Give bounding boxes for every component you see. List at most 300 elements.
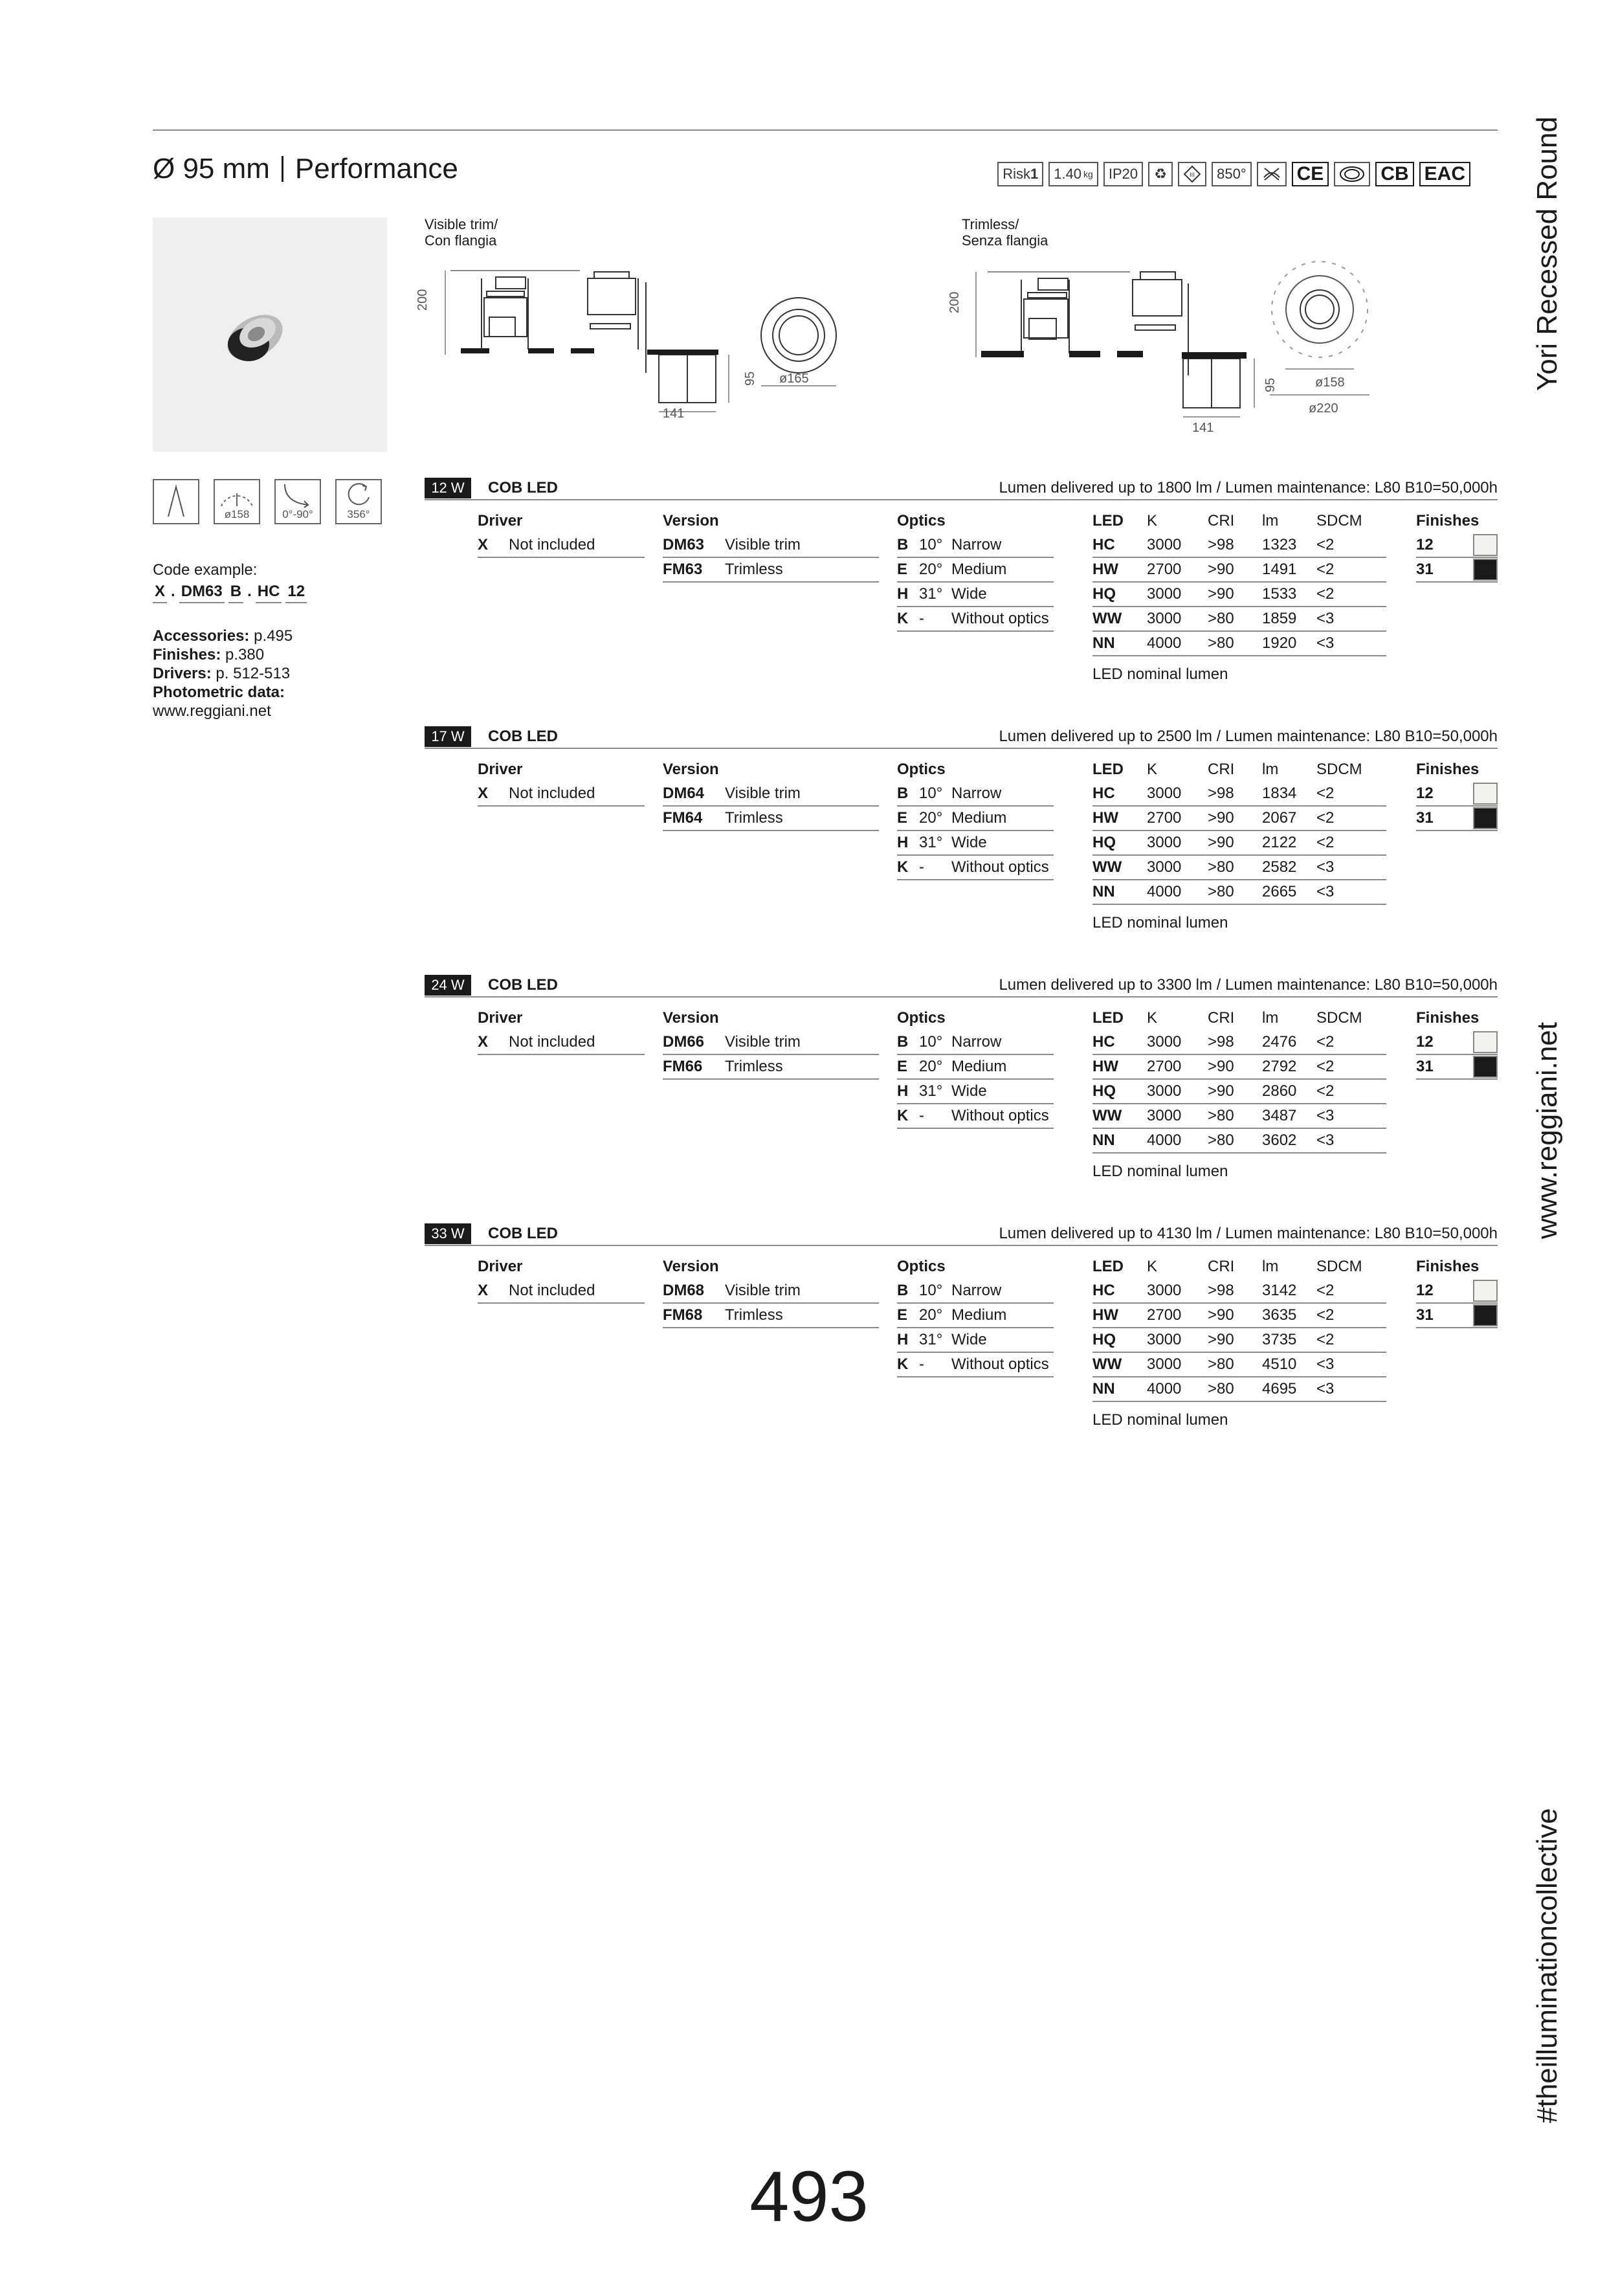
trimless-inner-diameter: ø158	[1315, 375, 1345, 390]
led-cri: >80	[1208, 1380, 1234, 1398]
led-sdcm: <3	[1316, 1380, 1335, 1398]
led-row	[1092, 880, 1386, 905]
led-cri: >90	[1208, 1058, 1234, 1075]
led-cri: >98	[1208, 1282, 1234, 1299]
rotation-value: 356°	[347, 508, 370, 520]
led-cri: >98	[1208, 536, 1234, 553]
led-header-row	[1092, 757, 1386, 782]
optics-row	[897, 1353, 1054, 1377]
sdcm-header: SDCM	[1316, 761, 1362, 778]
sdcm-header: SDCM	[1316, 512, 1362, 529]
led-sdcm: <2	[1316, 1282, 1335, 1299]
led-code: NN	[1092, 1131, 1115, 1149]
driver-row	[478, 533, 645, 558]
led-lm: 1920	[1262, 634, 1297, 652]
optics-label: Narrow	[951, 536, 1002, 553]
optics-code: K	[897, 610, 909, 627]
driver-row	[478, 782, 645, 807]
visible-trim-drawing	[425, 259, 891, 440]
led-cri: >90	[1208, 561, 1234, 578]
led-lm: 3735	[1262, 1331, 1297, 1348]
driver-header: Driver	[478, 1258, 523, 1275]
reference-drivers	[153, 664, 293, 683]
cob-led-label: COB LED	[488, 479, 558, 496]
finish-swatch	[1473, 559, 1498, 581]
optics-row	[897, 807, 1054, 831]
led-lm: 1323	[1262, 536, 1297, 553]
led-sdcm: <2	[1316, 1058, 1335, 1075]
optics-row	[897, 1279, 1054, 1304]
finish-swatch	[1473, 807, 1498, 829]
led-code: WW	[1092, 610, 1122, 627]
optics-header: Optics	[897, 512, 946, 529]
led-lm: 3635	[1262, 1306, 1297, 1324]
led-row	[1092, 856, 1386, 880]
optics-code: E	[897, 809, 908, 827]
version-column	[663, 509, 879, 583]
visible-trim-height: 200	[416, 289, 430, 311]
wattage-badge: 17 W	[425, 726, 471, 747]
lm-header: lm	[1262, 1258, 1279, 1275]
finish-code: 12	[1416, 1282, 1434, 1299]
reference-label: Photometric data:	[153, 684, 285, 701]
cutout-value: ø158	[224, 508, 250, 520]
version-row	[663, 1279, 879, 1304]
ce-mark: CE	[1292, 162, 1329, 186]
driver-header: Driver	[478, 1009, 523, 1027]
led-code: HW	[1092, 561, 1118, 578]
version-row	[663, 782, 879, 807]
led-k: 3000	[1147, 1082, 1182, 1100]
page-title	[153, 153, 458, 185]
led-code: NN	[1092, 883, 1115, 900]
led-sdcm: <2	[1316, 536, 1335, 553]
beam-glyph	[154, 480, 198, 523]
led-code: HC	[1092, 1033, 1115, 1051]
optics-label: Without optics	[951, 858, 1049, 876]
led-column	[1092, 1006, 1386, 1181]
led-k: 3000	[1147, 1331, 1182, 1348]
led-lm: 2665	[1262, 883, 1297, 900]
optics-code: B	[897, 536, 909, 553]
version-code: FM68	[663, 1306, 703, 1324]
led-nominal-note: LED nominal lumen	[1092, 1411, 1228, 1429]
lm-header: lm	[1262, 1009, 1279, 1027]
wattage-badge: 24 W	[425, 975, 471, 996]
led-code: HQ	[1092, 585, 1116, 603]
led-k: 3000	[1147, 1282, 1182, 1299]
led-lm: 3602	[1262, 1131, 1297, 1149]
led-column	[1092, 1254, 1386, 1429]
led-k: 2700	[1147, 809, 1182, 827]
version-header: Version	[663, 1009, 719, 1027]
k-header: K	[1147, 761, 1158, 778]
optics-angle: 31°	[919, 1331, 943, 1348]
code-version: DM63	[179, 583, 225, 603]
tilt-icon	[274, 479, 321, 524]
optics-label: Narrow	[951, 1033, 1002, 1051]
website-link[interactable]: www.reggiani.net	[153, 702, 271, 720]
cri-header: CRI	[1208, 1258, 1235, 1275]
led-lm: 2476	[1262, 1033, 1297, 1051]
optics-angle: 10°	[919, 536, 943, 553]
optics-code: B	[897, 1282, 909, 1299]
optics-row	[897, 782, 1054, 807]
led-lm: 1859	[1262, 610, 1297, 627]
lumen-info: Lumen delivered up to 3300 lm / Lumen maintenance: L80 B10=50,000h	[999, 976, 1498, 994]
weight-mark: 1.40 kg	[1048, 162, 1098, 186]
led-row	[1092, 782, 1386, 807]
visible-trim-caption-en: Visible trim/	[425, 216, 498, 232]
version-code: DM66	[663, 1033, 705, 1051]
weight-value: 1.40	[1054, 166, 1082, 182]
references	[153, 627, 293, 720]
lumen-info: Lumen delivered up to 2500 lm / Lumen maintenance: L80 B10=50,000h	[999, 728, 1498, 745]
recycle-icon: ♻	[1148, 162, 1173, 186]
led-sdcm: <3	[1316, 1355, 1335, 1373]
version-label: Trimless	[725, 809, 783, 827]
led-column	[1092, 757, 1386, 932]
led-cri: >90	[1208, 834, 1234, 851]
driver-header: Driver	[478, 761, 523, 778]
finish-code: 31	[1416, 809, 1434, 827]
optics-label: Without optics	[951, 1355, 1049, 1373]
optics-label: Wide	[951, 834, 987, 851]
finish-row	[1416, 782, 1498, 807]
section-header	[425, 1223, 1498, 1245]
led-row	[1092, 1304, 1386, 1328]
led-header: LED	[1092, 512, 1124, 529]
version-column	[663, 1006, 879, 1080]
feature-icons	[153, 479, 382, 524]
led-cri: >90	[1208, 1331, 1234, 1348]
led-sdcm: <3	[1316, 858, 1335, 876]
version-label: Trimless	[725, 1306, 783, 1324]
led-cri: >80	[1208, 858, 1234, 876]
led-sdcm: <3	[1316, 634, 1335, 652]
optics-header: Optics	[897, 761, 946, 778]
finish-swatch	[1473, 1280, 1498, 1302]
finish-code: 31	[1416, 1058, 1434, 1075]
driver-row	[478, 1279, 645, 1304]
finishes-column	[1416, 1254, 1498, 1328]
led-k: 4000	[1147, 1380, 1182, 1398]
section-divider	[425, 499, 1498, 500]
visible-trim-width: 141	[663, 407, 685, 421]
version-code: DM68	[663, 1282, 705, 1299]
k-header: K	[1147, 1009, 1158, 1027]
led-lm: 4510	[1262, 1355, 1297, 1373]
lm-header: lm	[1262, 761, 1279, 778]
section-divider	[425, 1245, 1498, 1246]
website-vertical: www.reggiani.net	[1531, 1021, 1563, 1239]
visible-trim-depth: 95	[743, 371, 757, 386]
title-line: Performance	[294, 153, 458, 184]
finish-row	[1416, 1031, 1498, 1055]
led-lm: 4695	[1262, 1380, 1297, 1398]
optics-angle: 31°	[919, 1082, 943, 1100]
version-row	[663, 1031, 879, 1055]
lumen-info: Lumen delivered up to 1800 lm / Lumen maintenance: L80 B10=50,000h	[999, 479, 1498, 496]
finish-swatch	[1473, 1031, 1498, 1053]
led-sdcm: <3	[1316, 1131, 1335, 1149]
title-separator	[282, 156, 283, 182]
finish-code: 31	[1416, 1306, 1434, 1324]
version-header: Version	[663, 761, 719, 778]
finish-code: 12	[1416, 1033, 1434, 1051]
trimless-height: 200	[948, 291, 962, 313]
optics-code: H	[897, 585, 909, 603]
optics-angle: -	[919, 858, 924, 876]
section-header	[425, 726, 1498, 748]
finishes-column	[1416, 757, 1498, 831]
optics-angle: 10°	[919, 785, 943, 802]
led-code: HW	[1092, 1306, 1118, 1324]
reference-label: Drivers:	[153, 665, 212, 682]
driver-column	[478, 757, 645, 807]
led-sdcm: <3	[1316, 610, 1335, 627]
finish-row	[1416, 1055, 1498, 1080]
reference-value: p.495	[254, 627, 293, 645]
finishes-header: Finishes	[1416, 512, 1479, 529]
sdcm-header: SDCM	[1316, 1258, 1362, 1275]
led-k: 2700	[1147, 561, 1182, 578]
optics-label: Medium	[951, 1058, 1007, 1075]
reference-value: p. 512-513	[216, 665, 291, 682]
optics-column	[897, 1254, 1054, 1377]
optics-code: E	[897, 561, 908, 578]
optics-angle: -	[919, 1355, 924, 1373]
led-header: LED	[1092, 761, 1124, 778]
led-code: HQ	[1092, 1082, 1116, 1100]
ip-rating-mark: IP20	[1103, 162, 1143, 186]
led-code: HC	[1092, 785, 1115, 802]
cri-header: CRI	[1208, 761, 1235, 778]
driver-label: Not included	[509, 1282, 595, 1299]
led-column	[1092, 509, 1386, 684]
led-sdcm: <2	[1316, 809, 1335, 827]
led-cri: >90	[1208, 809, 1234, 827]
trimless-caption-it: Senza flangia	[962, 232, 1048, 249]
version-label: Trimless	[725, 561, 783, 578]
led-lm: 2792	[1262, 1058, 1297, 1075]
optics-column	[897, 1006, 1054, 1129]
optics-angle: 31°	[919, 834, 943, 851]
led-row	[1092, 1328, 1386, 1353]
optics-label: Medium	[951, 561, 1007, 578]
optics-row	[897, 1055, 1054, 1080]
optics-code: K	[897, 858, 909, 876]
cb-mark: CB	[1375, 162, 1413, 186]
optics-row	[897, 1080, 1054, 1104]
optics-row	[897, 558, 1054, 583]
page-number: 493	[749, 2157, 869, 2236]
finishes-header: Finishes	[1416, 1009, 1479, 1027]
version-row	[663, 807, 879, 831]
code-driver: X	[153, 583, 167, 603]
finishes-column	[1416, 509, 1498, 583]
led-row	[1092, 583, 1386, 607]
wattage-badge: 33 W	[425, 1223, 471, 1244]
led-lm: 2122	[1262, 834, 1297, 851]
optics-label: Without optics	[951, 1107, 1049, 1124]
led-code: HW	[1092, 809, 1118, 827]
finish-swatch	[1473, 1304, 1498, 1326]
version-row	[663, 558, 879, 583]
k-header: K	[1147, 1258, 1158, 1275]
optics-header: Optics	[897, 1009, 946, 1027]
led-code: HC	[1092, 536, 1115, 553]
optics-code: E	[897, 1058, 908, 1075]
no-cover-icon	[1257, 162, 1287, 186]
driver-code: X	[478, 1282, 489, 1299]
version-row	[663, 533, 879, 558]
beam-icon	[153, 479, 199, 524]
led-row	[1092, 558, 1386, 583]
led-row	[1092, 533, 1386, 558]
led-code: NN	[1092, 1380, 1115, 1398]
driver-code: X	[478, 1033, 489, 1051]
led-row	[1092, 807, 1386, 831]
trimless-width: 141	[1192, 421, 1214, 435]
certification-marks	[997, 162, 1470, 186]
finish-code: 12	[1416, 785, 1434, 802]
led-k: 3000	[1147, 1033, 1182, 1051]
optics-header: Optics	[897, 1258, 946, 1275]
led-code: WW	[1092, 858, 1122, 876]
led-cri: >80	[1208, 634, 1234, 652]
led-row	[1092, 1129, 1386, 1154]
product-section	[425, 726, 1498, 931]
optics-row	[897, 1031, 1054, 1055]
optics-code: H	[897, 834, 909, 851]
eac-mark: EAC	[1419, 162, 1470, 186]
class-three-icon	[1178, 162, 1206, 186]
led-lm: 1834	[1262, 785, 1297, 802]
cob-led-label: COB LED	[488, 976, 558, 994]
optics-code: K	[897, 1107, 909, 1124]
code-finish: 12	[285, 583, 307, 603]
driver-label: Not included	[509, 1033, 595, 1051]
reference-label: Finishes:	[153, 646, 221, 663]
optics-angle: 31°	[919, 585, 943, 603]
led-code: HW	[1092, 1058, 1118, 1075]
svg-text:III: III	[1190, 172, 1195, 179]
top-divider	[153, 129, 1498, 131]
led-k: 4000	[1147, 634, 1182, 652]
finish-swatch	[1473, 783, 1498, 805]
led-header-row	[1092, 1006, 1386, 1031]
reference-label: Accessories:	[153, 627, 250, 645]
optics-label: Narrow	[951, 785, 1002, 802]
led-k: 2700	[1147, 1306, 1182, 1324]
optics-angle: -	[919, 1107, 924, 1124]
led-k: 3000	[1147, 785, 1182, 802]
led-nominal-note: LED nominal lumen	[1092, 665, 1228, 683]
finish-code: 12	[1416, 536, 1434, 553]
led-lm: 2067	[1262, 809, 1297, 827]
led-cri: >80	[1208, 1131, 1234, 1149]
optics-row	[897, 1328, 1054, 1353]
cob-led-label: COB LED	[488, 728, 558, 745]
optics-row	[897, 1104, 1054, 1129]
led-code: WW	[1092, 1355, 1122, 1373]
led-code: HC	[1092, 1282, 1115, 1299]
cri-header: CRI	[1208, 1009, 1235, 1027]
cutout-glyph	[215, 480, 259, 510]
code-dot: .	[171, 583, 175, 600]
class-three-glyph	[1183, 165, 1201, 183]
led-lm: 3487	[1262, 1107, 1297, 1124]
trimless-caption	[962, 216, 1048, 249]
optics-row	[897, 1304, 1054, 1328]
led-sdcm: <3	[1316, 883, 1335, 900]
led-row	[1092, 1353, 1386, 1377]
finish-row	[1416, 558, 1498, 583]
led-nominal-note: LED nominal lumen	[1092, 1163, 1228, 1180]
led-cri: >80	[1208, 883, 1234, 900]
led-k: 3000	[1147, 858, 1182, 876]
optics-label: Medium	[951, 809, 1007, 827]
driver-code: X	[478, 536, 489, 553]
trimless-outer-diameter: ø220	[1309, 401, 1338, 416]
led-row	[1092, 607, 1386, 632]
version-label: Visible trim	[725, 1282, 801, 1299]
tilt-glyph	[276, 480, 320, 510]
code-dot: .	[247, 583, 252, 600]
led-lm: 2582	[1262, 858, 1297, 876]
optics-column	[897, 509, 1054, 632]
version-row	[663, 1055, 879, 1080]
enec-icon	[1334, 162, 1370, 186]
optics-label: Wide	[951, 1082, 987, 1100]
product-section	[425, 478, 1498, 683]
code-optics: B	[228, 583, 243, 603]
finish-swatch	[1473, 1056, 1498, 1078]
optics-angle: 10°	[919, 1282, 943, 1299]
optics-column	[897, 757, 1054, 880]
version-code: FM66	[663, 1058, 703, 1075]
led-k: 3000	[1147, 1355, 1182, 1373]
optics-code: H	[897, 1082, 909, 1100]
driver-column	[478, 1006, 645, 1055]
led-sdcm: <2	[1316, 1331, 1335, 1348]
version-label: Visible trim	[725, 1033, 801, 1051]
rotation-icon	[335, 479, 382, 524]
hashtag: #theilluminationcollective	[1531, 1808, 1563, 2123]
led-code: HQ	[1092, 834, 1116, 851]
driver-column	[478, 509, 645, 558]
led-cri: >98	[1208, 1033, 1234, 1051]
led-row	[1092, 632, 1386, 656]
led-sdcm: <2	[1316, 1033, 1335, 1051]
led-lm: 3142	[1262, 1282, 1297, 1299]
optics-angle: -	[919, 610, 924, 627]
version-code: DM63	[663, 536, 705, 553]
led-header: LED	[1092, 1258, 1124, 1275]
led-code: WW	[1092, 1107, 1122, 1124]
led-k: 3000	[1147, 834, 1182, 851]
sdcm-header: SDCM	[1316, 1009, 1362, 1027]
optics-label: Wide	[951, 1331, 987, 1348]
section-divider	[425, 748, 1498, 749]
driver-code: X	[478, 785, 489, 802]
led-header: LED	[1092, 1009, 1124, 1027]
section-header	[425, 478, 1498, 500]
optics-code: B	[897, 785, 909, 802]
tilt-value: 0°-90°	[282, 508, 313, 520]
led-k: 2700	[1147, 1058, 1182, 1075]
